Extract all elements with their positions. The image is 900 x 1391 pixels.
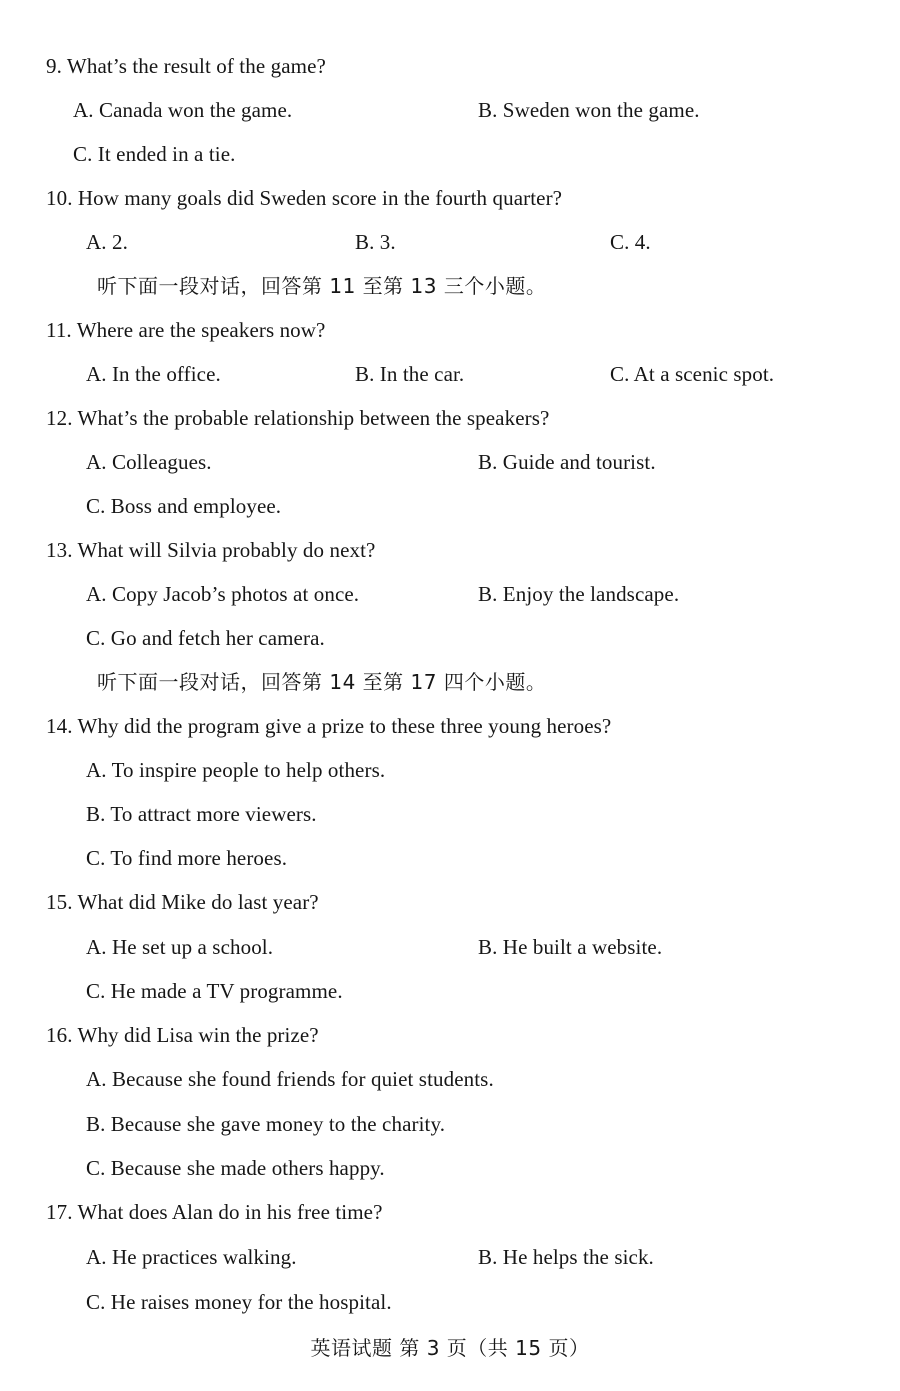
question-16-option-c: C. Because she made others happy.	[86, 1156, 385, 1180]
question-9-option-c: C. It ended in a tie.	[73, 142, 236, 166]
question-14-stem: 14. Why did the program give a prize to these three young heroes?	[46, 714, 612, 738]
instruction-q14-17: 听下面一段对话，回答第 14 至第 17 四个小题。	[97, 670, 547, 694]
question-11-option-a: A. In the office.	[86, 362, 221, 386]
instruction-q11-13: 听下面一段对话，回答第 11 至第 13 三个小题。	[97, 274, 547, 298]
question-17-option-b: B. He helps the sick.	[478, 1245, 654, 1269]
question-9-option-b: B. Sweden won the game.	[478, 98, 700, 122]
question-17-option-a: A. He practices walking.	[86, 1245, 297, 1269]
question-16-option-b: B. Because she gave money to the charity.	[86, 1112, 446, 1136]
question-15-stem: 15. What did Mike do last year?	[46, 890, 319, 914]
question-17-option-c: C. He raises money for the hospital.	[86, 1290, 392, 1314]
question-11-option-b: B. In the car.	[355, 362, 465, 386]
question-15-option-a: A. He set up a school.	[86, 935, 274, 959]
question-15-option-b: B. He built a website.	[478, 935, 663, 959]
question-12-option-c: C. Boss and employee.	[86, 494, 282, 518]
question-12-option-b: B. Guide and tourist.	[478, 450, 656, 474]
question-14-option-a: A. To inspire people to help others.	[86, 758, 386, 782]
question-17-stem: 17. What does Alan do in his free time?	[46, 1200, 383, 1224]
question-13-option-b: B. Enjoy the landscape.	[478, 582, 680, 606]
question-14-option-b: B. To attract more viewers.	[86, 802, 317, 826]
question-10-option-b: B. 3.	[355, 230, 396, 254]
question-12-option-a: A. Colleagues.	[86, 450, 212, 474]
question-13-option-a: A. Copy Jacob’s photos at once.	[86, 582, 360, 606]
question-9-stem: 9. What’s the result of the game?	[46, 54, 326, 78]
question-11-option-c: C. At a scenic spot.	[610, 362, 775, 386]
question-12-stem: 12. What’s the probable relationship between the speakers?	[46, 406, 550, 430]
question-16-option-a: A. Because she found friends for quiet students.	[86, 1067, 494, 1091]
question-14-option-c: C. To find more heroes.	[86, 846, 288, 870]
question-10-stem: 10. How many goals did Sweden score in the fourth quarter?	[46, 186, 563, 210]
question-16-stem: 16. Why did Lisa win the prize?	[46, 1023, 319, 1047]
question-13-option-c: C. Go and fetch her camera.	[86, 626, 325, 650]
question-10-option-a: A. 2.	[86, 230, 128, 254]
question-15-option-c: C. He made a TV programme.	[86, 979, 343, 1003]
question-10-option-c: C. 4.	[610, 230, 651, 254]
question-13-stem: 13. What will Silvia probably do next?	[46, 538, 376, 562]
question-9-option-a: A. Canada won the game.	[73, 98, 293, 122]
page-footer: 英语试题 第 3 页（共 15 页）	[310, 1336, 590, 1360]
question-11-stem: 11. Where are the speakers now?	[46, 318, 326, 342]
